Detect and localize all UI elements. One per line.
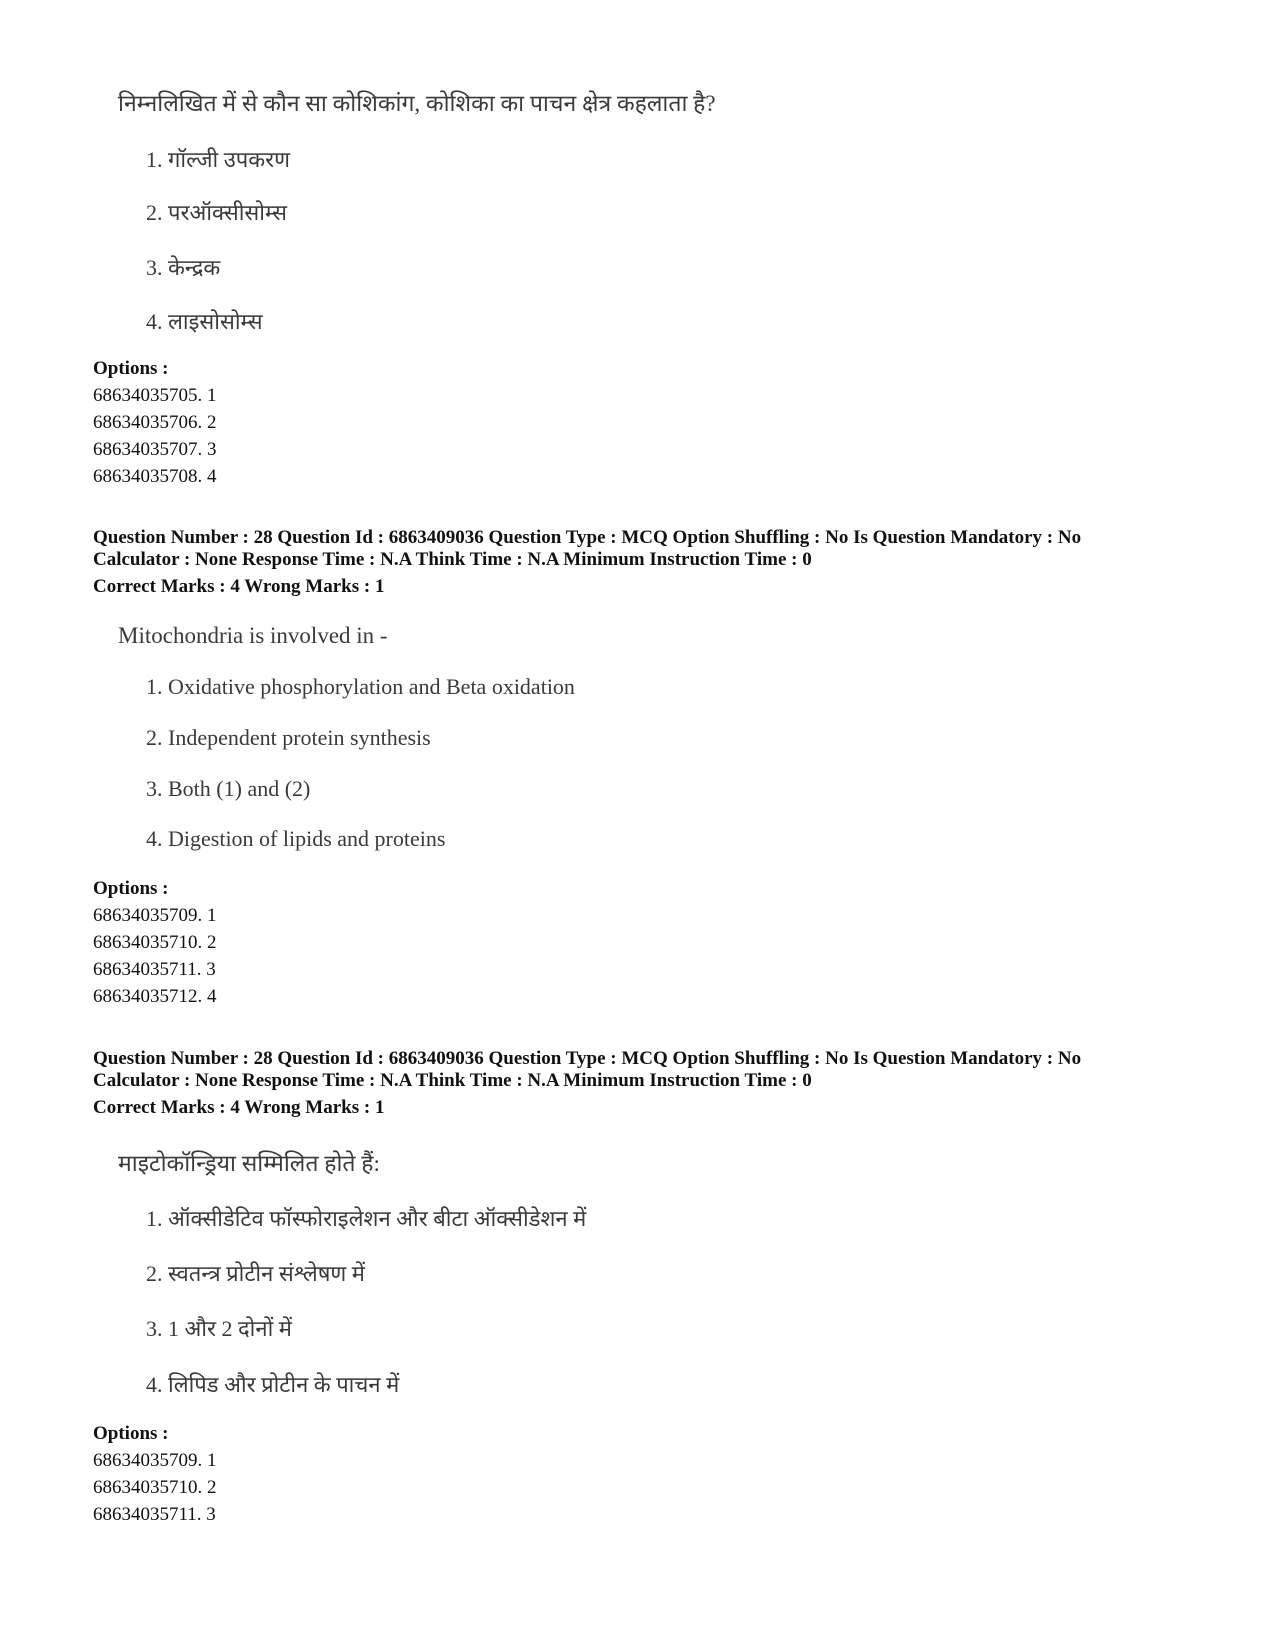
question-choice: 1. गॉल्जी उपकरण: [146, 147, 291, 172]
option-row: 68634035705. 1: [93, 385, 217, 406]
question-choice: 1. ऑक्सीडेटिव फॉस्फोराइलेशन और बीटा ऑक्सीडेशन में: [146, 1206, 587, 1231]
question-text: Mitochondria is involved in -: [118, 623, 388, 648]
question-meta: Question Number : 28 Question Id : 6863409036 Question Type : MCQ Option Shuffling : No Is Question Mandatory : No: [93, 527, 1082, 548]
question-choice: 4. लिपिड और प्रोटीन के पाचन में: [146, 1372, 400, 1397]
question-choice: 2. स्वतन्त्र प्रोटीन संश्लेषण में: [146, 1261, 365, 1286]
question-meta: Question Number : 28 Question Id : 6863409036 Question Type : MCQ Option Shuffling : No Is Question Mandatory : No: [93, 1048, 1082, 1069]
question-marks: Correct Marks : 4 Wrong Marks : 1: [93, 1097, 385, 1118]
options-label: Options :: [93, 358, 169, 379]
option-row: 68634035709. 1: [93, 905, 217, 926]
option-row: 68634035712. 4: [93, 986, 217, 1007]
question-choice: 3. केन्द्रक: [146, 255, 221, 280]
option-row: 68634035708. 4: [93, 466, 217, 487]
question-marks: Correct Marks : 4 Wrong Marks : 1: [93, 576, 385, 597]
question-meta: Calculator : None Response Time : N.A Think Time : N.A Minimum Instruction Time : 0: [93, 549, 812, 570]
option-row: 68634035711. 3: [93, 959, 216, 980]
question-choice: 3. Both (1) and (2): [146, 776, 311, 801]
question-choice: 3. 1 और 2 दोनों में: [146, 1316, 292, 1341]
option-row: 68634035706. 2: [93, 412, 217, 433]
question-choice: 1. Oxidative phosphorylation and Beta oxidation: [146, 674, 575, 699]
option-row: 68634035709. 1: [93, 1450, 217, 1471]
option-row: 68634035710. 2: [93, 1477, 217, 1498]
option-row: 68634035707. 3: [93, 439, 217, 460]
question-text: माइटोकॉन्ड्रिया सम्मिलित होते हैं:: [118, 1151, 380, 1176]
question-choice: 4. लाइसोसोम्स: [146, 309, 263, 334]
option-row: 68634035710. 2: [93, 932, 217, 953]
question-choice: 4. Digestion of lipids and proteins: [146, 826, 446, 851]
option-row: 68634035711. 3: [93, 1504, 216, 1525]
options-label: Options :: [93, 1423, 169, 1444]
question-choice: 2. Independent protein synthesis: [146, 725, 431, 750]
options-label: Options :: [93, 878, 169, 899]
question-text: निम्नलिखित में से कौन सा कोशिकांग, कोशिका का पाचन क्षेत्र कहलाता है?: [118, 91, 716, 116]
question-meta: Calculator : None Response Time : N.A Think Time : N.A Minimum Instruction Time : 0: [93, 1070, 812, 1091]
question-choice: 2. परऑक्सीसोम्स: [146, 200, 288, 225]
